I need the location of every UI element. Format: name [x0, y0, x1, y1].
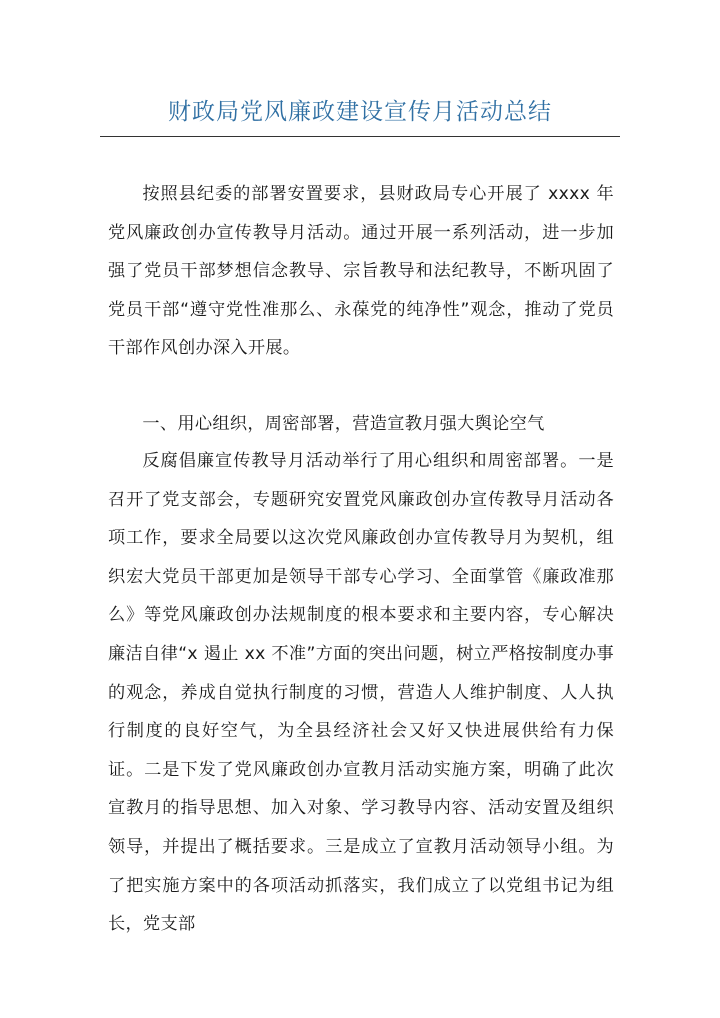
section-paragraph: 反腐倡廉宣传教导月活动举行了用心组织和周密部署。一是召开了党支部会，专题研究安置党风廉政创办宣传教导月活动各项工作，要求全局要以这次党风廉政创办宣传教导月为契机，组织宏大党员干部更加是领导干部专心学习、全面掌管《廉政准那么》等党风廉政创办法规制度的根本要求和主要内容，专心解决廉洁自律“x 遏止 xx 不准”方面的突出问题，树立严格按制度办事的观念，养成自觉执行制度的习惯，营造人人维护制度、人人执行制度的良好空气，为全县经济社会又好又快进展供给有力保证。二是下发了党风廉政创办宣教月活动实施方案，明确了此次宣教月的指导思想、加入对象、学习教导内容、活动安置及组织领导，并提出了概括要求。三是成立了宣教月活动领导小组。为了把实施方案中的各项活动抓落实，我们成立了以党组书记为组长，党支部 — [108, 451, 614, 935]
title-underline — [100, 136, 620, 137]
document-title: 财政局党风廉政建设宣传月活动总结 — [168, 99, 552, 125]
section-heading: 一、用心组织，周密部署，营造宣教月强大舆论空气 — [142, 414, 545, 434]
intro-paragraph: 按照县纪委的部署安置要求，县财政局专心开展了 xxxx 年党风廉政创办宣传教导月活动。通过开展一系列活动，进一步加强了党员干部梦想信念教导、宗旨教导和法纪教导，不断巩固了党员干部“遵守党性准那么、永葆党的纯净性”观念，推动了党员干部作风创办深入开展。 — [108, 184, 614, 359]
